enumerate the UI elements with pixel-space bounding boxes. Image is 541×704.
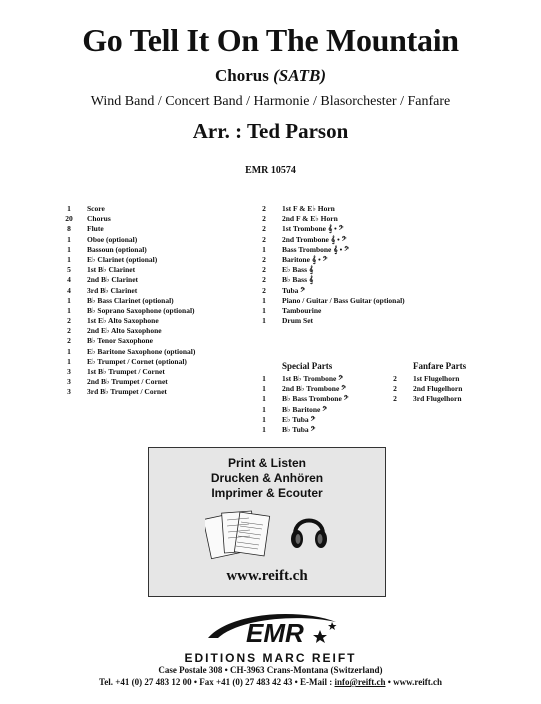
part-name: 3rd B♭ Clarinet bbox=[87, 285, 138, 295]
part-row bbox=[55, 316, 195, 326]
parts-list-left bbox=[55, 204, 195, 398]
part-quantity: 2 bbox=[262, 275, 266, 285]
part-name: 2nd E♭ Alto Saxophone bbox=[87, 326, 162, 336]
part-row bbox=[55, 214, 195, 224]
parts-list-right bbox=[250, 204, 405, 326]
part-row bbox=[55, 204, 195, 214]
part-name: E♭ Bass 𝄞 bbox=[282, 265, 314, 275]
part-name: 2nd B♭ Trumpet / Cornet bbox=[87, 377, 168, 387]
part-name: Drum Set bbox=[282, 316, 314, 326]
sheet-music-icon bbox=[205, 506, 271, 562]
part-row bbox=[250, 415, 349, 425]
part-name: 1st F & E♭ Horn bbox=[282, 204, 335, 213]
part-row bbox=[55, 235, 195, 245]
part-name: Bass Trombone 𝄞 • 𝄢 bbox=[282, 244, 349, 254]
fanfare-parts-heading: Fanfare Parts bbox=[413, 361, 467, 371]
part-row bbox=[55, 224, 195, 234]
part-quantity: 1 bbox=[262, 424, 266, 434]
part-quantity: 1 bbox=[262, 244, 266, 254]
part-quantity: 1 bbox=[262, 404, 266, 414]
part-name: Score bbox=[87, 204, 105, 213]
part-row bbox=[55, 347, 195, 357]
fanfare-parts bbox=[381, 361, 466, 405]
part-row bbox=[250, 265, 405, 275]
part-name: B♭ Tenor Saxophone bbox=[87, 336, 153, 346]
part-name: 2nd B♭ Clarinet bbox=[87, 275, 139, 285]
promo-line-drucken: Drucken & Anhören bbox=[210, 471, 324, 485]
part-row bbox=[55, 296, 195, 306]
part-name: Tambourine bbox=[282, 305, 322, 315]
part-name: B♭ Soprano Saxophone (optional) bbox=[87, 305, 195, 315]
part-name: E♭ Clarinet (optional) bbox=[87, 254, 158, 264]
part-name: 2nd F & E♭ Horn bbox=[282, 214, 338, 224]
special-parts bbox=[250, 361, 349, 435]
part-row bbox=[250, 394, 349, 404]
part-name: E♭ Baritone Saxophone (optional) bbox=[87, 346, 196, 356]
part-quantity: 2 bbox=[262, 285, 266, 295]
part-quantity: 2 bbox=[393, 374, 397, 383]
part-row bbox=[250, 405, 349, 415]
part-quantity: 2 bbox=[262, 204, 266, 213]
part-name: Tuba 𝄢 bbox=[282, 285, 306, 295]
part-quantity: 2 bbox=[393, 394, 397, 404]
part-quantity: 2 bbox=[262, 214, 266, 224]
part-quantity: 1 bbox=[67, 234, 71, 244]
part-quantity: 1 bbox=[262, 414, 266, 424]
fanfare-parts-items bbox=[381, 374, 466, 405]
part-name: B♭ Bass Clarinet (optional) bbox=[87, 295, 174, 305]
part-row bbox=[250, 235, 405, 245]
part-quantity: 1 bbox=[67, 244, 71, 254]
part-name: E♭ Tuba 𝄢 bbox=[282, 414, 316, 424]
part-row bbox=[55, 387, 195, 397]
band-types: Wind Band / Concert Band / Harmonie / Blasorchester / Fanfare bbox=[90, 94, 451, 109]
part-quantity: 2 bbox=[67, 326, 71, 336]
part-name: B♭ Baritone 𝄢 bbox=[282, 404, 328, 414]
part-quantity: 2 bbox=[393, 384, 397, 394]
part-row bbox=[250, 255, 405, 265]
headphones-icon bbox=[289, 508, 329, 552]
part-row bbox=[250, 306, 405, 316]
publisher-name: EDITIONS MARC REIFT bbox=[184, 651, 357, 665]
part-row bbox=[250, 214, 405, 224]
part-name: 1st B♭ Trumpet / Cornet bbox=[87, 367, 165, 376]
part-row bbox=[55, 306, 195, 316]
part-row bbox=[381, 394, 466, 404]
part-quantity: 20 bbox=[65, 214, 73, 224]
part-name: 3rd B♭ Trumpet / Cornet bbox=[87, 387, 167, 397]
emr-logo-text: EMR bbox=[246, 618, 304, 648]
catalog-number: EMR 10574 bbox=[245, 165, 296, 176]
part-quantity: 2 bbox=[67, 316, 71, 326]
part-row bbox=[250, 374, 349, 384]
part-quantity: 1 bbox=[67, 356, 71, 366]
page-title: Go Tell It On The Mountain bbox=[82, 22, 459, 58]
part-quantity: 1 bbox=[67, 346, 71, 356]
part-row bbox=[55, 336, 195, 346]
publisher-address: Case Postale 308 • CH-3963 Crans-Montana (Switzerland) bbox=[158, 665, 383, 675]
part-name: Bassoun (optional) bbox=[87, 244, 147, 254]
publisher-contact bbox=[0, 677, 541, 687]
part-row bbox=[250, 286, 405, 296]
special-parts-heading: Special Parts bbox=[282, 361, 333, 371]
part-quantity: 2 bbox=[262, 234, 266, 244]
promo-line-print-listen: Print & Listen bbox=[227, 456, 306, 470]
part-name: 1st B♭ Clarinet bbox=[87, 265, 136, 275]
part-name: 2nd B♭ Trombone 𝄢 bbox=[282, 384, 347, 394]
subtitle-voicing: (SATB) bbox=[273, 66, 326, 85]
part-quantity: 2 bbox=[67, 336, 71, 346]
part-name: Chorus bbox=[87, 214, 111, 224]
part-row bbox=[381, 374, 466, 384]
part-name: 1st E♭ Alto Saxophone bbox=[87, 316, 159, 326]
contact-website: • www.reift.ch bbox=[385, 677, 442, 687]
part-name: E♭ Trumpet / Cornet (optional) bbox=[87, 356, 187, 366]
part-quantity: 3 bbox=[67, 387, 71, 397]
part-row bbox=[250, 425, 349, 435]
part-name: Oboe (optional) bbox=[87, 234, 138, 244]
subtitle bbox=[0, 66, 541, 86]
part-quantity: 1 bbox=[262, 384, 266, 394]
part-row bbox=[250, 316, 405, 326]
part-quantity: 1 bbox=[67, 305, 71, 315]
part-name: 2nd Trombone 𝄞 • 𝄢 bbox=[282, 234, 347, 244]
part-quantity: 1 bbox=[67, 204, 71, 213]
part-name: 1st Trombone 𝄞 • 𝄢 bbox=[282, 224, 344, 234]
part-quantity: 1 bbox=[262, 374, 266, 383]
part-name: Piano / Guitar / Bass Guitar (optional) bbox=[282, 295, 405, 305]
part-quantity: 4 bbox=[67, 285, 71, 295]
part-name: B♭ Bass 𝄞 bbox=[282, 275, 314, 285]
promo-line-imprimer: Imprimer & Ecouter bbox=[211, 486, 323, 500]
contact-email-link[interactable]: info@reift.ch bbox=[334, 677, 386, 687]
part-row bbox=[381, 384, 466, 394]
part-name: 2nd Flugelhorn bbox=[413, 384, 463, 394]
part-quantity: 1 bbox=[262, 305, 266, 315]
part-row bbox=[250, 384, 349, 394]
part-name: Baritone 𝄞 • 𝄢 bbox=[282, 254, 328, 264]
part-row bbox=[55, 326, 195, 336]
part-quantity: 3 bbox=[67, 377, 71, 387]
promo-website: www.reift.ch bbox=[226, 568, 308, 584]
part-quantity: 1 bbox=[262, 316, 266, 326]
part-name: 3rd Flugelhorn bbox=[413, 394, 462, 404]
part-quantity: 1 bbox=[67, 254, 71, 264]
part-quantity: 1 bbox=[262, 394, 266, 404]
part-quantity: 2 bbox=[262, 265, 266, 275]
part-row bbox=[250, 224, 405, 234]
part-name: 1st B♭ Trombone 𝄢 bbox=[282, 374, 344, 383]
part-quantity: 2 bbox=[262, 254, 266, 264]
part-row bbox=[55, 275, 195, 285]
part-quantity: 5 bbox=[67, 265, 71, 275]
part-row bbox=[55, 265, 195, 275]
part-row bbox=[250, 245, 405, 255]
part-row bbox=[55, 286, 195, 296]
part-row bbox=[55, 367, 195, 377]
part-row bbox=[250, 296, 405, 306]
part-name: Flute bbox=[87, 224, 104, 234]
arranger: Arr. : Ted Parson bbox=[192, 119, 349, 143]
print-listen-box bbox=[148, 447, 386, 597]
part-row bbox=[55, 255, 195, 265]
part-row bbox=[250, 275, 405, 285]
part-name: B♭ Tuba 𝄢 bbox=[282, 424, 316, 434]
part-name: 1st Flugelhorn bbox=[413, 374, 460, 383]
part-quantity: 2 bbox=[262, 224, 266, 234]
part-quantity: 1 bbox=[262, 295, 266, 305]
part-row bbox=[250, 204, 405, 214]
part-name: B♭ Bass Trombone 𝄢 bbox=[282, 394, 349, 404]
part-quantity: 3 bbox=[67, 367, 71, 376]
part-quantity: 1 bbox=[67, 295, 71, 305]
part-row bbox=[55, 245, 195, 255]
part-row bbox=[55, 377, 195, 387]
special-parts-items bbox=[250, 374, 349, 435]
part-quantity: 4 bbox=[67, 275, 71, 285]
subtitle-main: Chorus bbox=[214, 66, 269, 85]
part-quantity: 8 bbox=[67, 224, 71, 234]
emr-logo bbox=[190, 608, 350, 650]
part-row bbox=[55, 357, 195, 367]
contact-phone-fax: Tel. +41 (0) 27 483 12 00 • Fax +41 (0) 27 483 42 43 • E-Mail : bbox=[99, 677, 335, 687]
